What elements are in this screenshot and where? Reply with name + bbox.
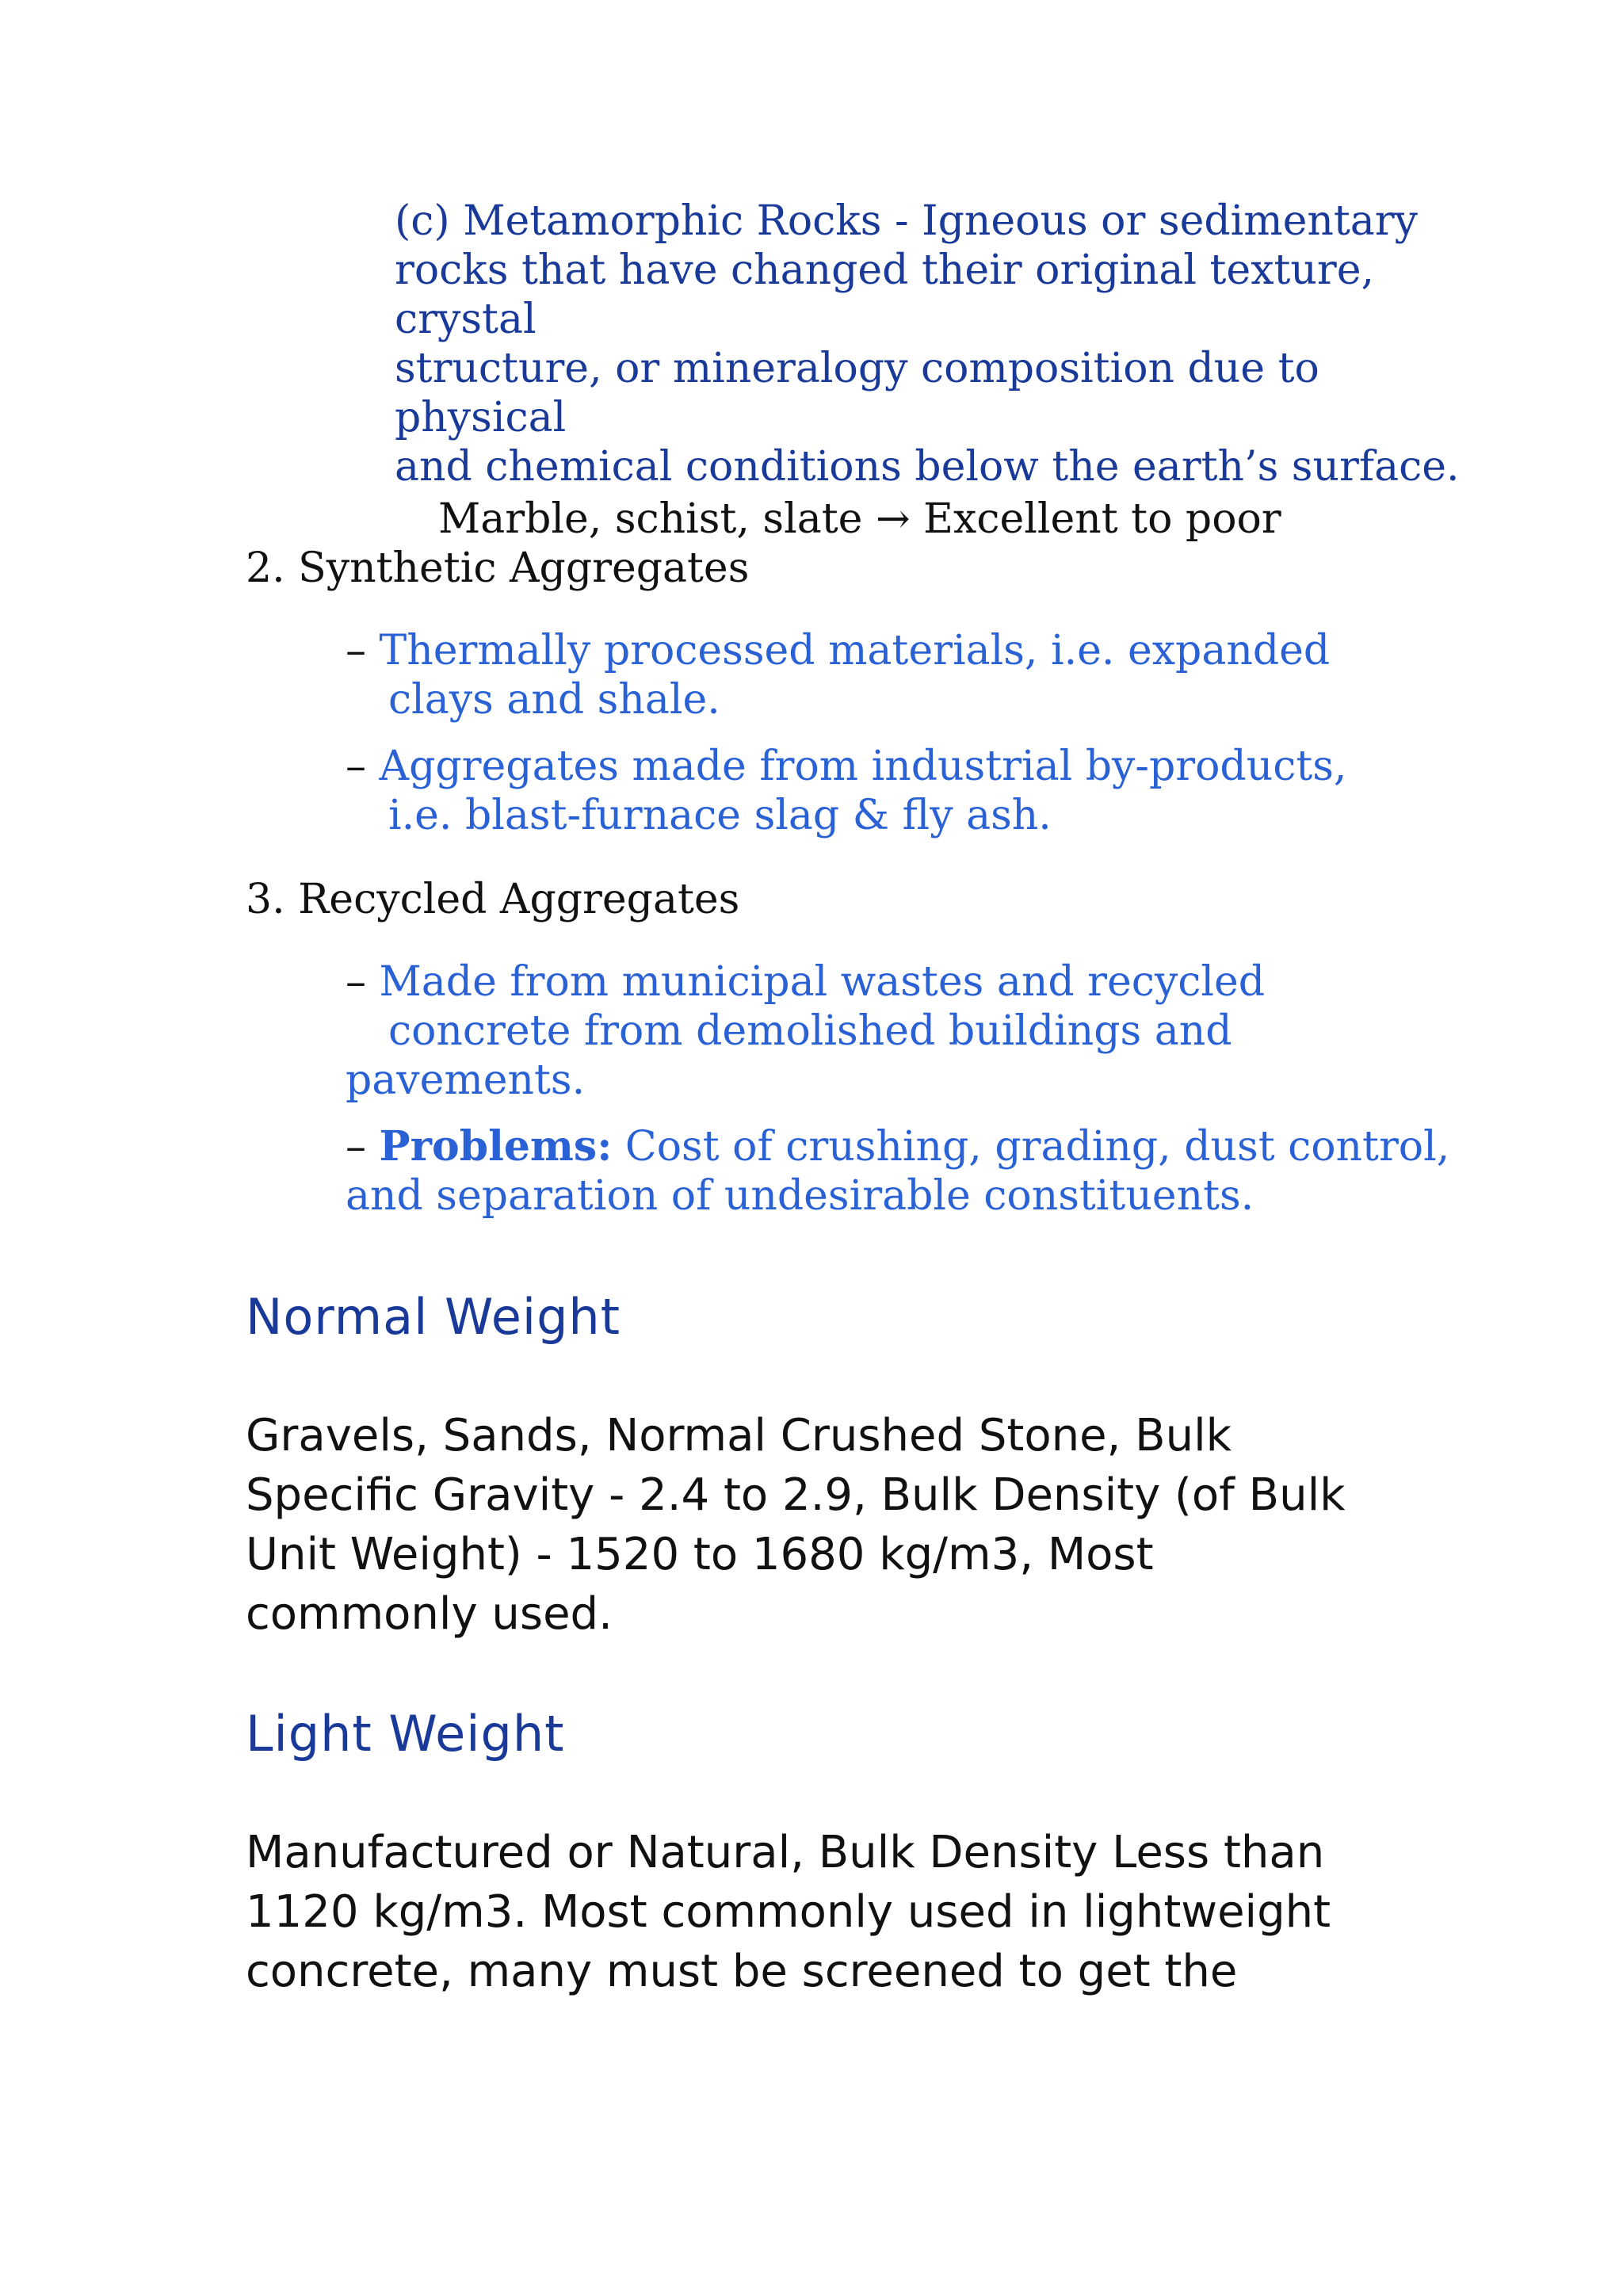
recycled-bullet-1-line-1: Made from municipal wastes and recycled [379, 958, 1266, 1006]
light-weight-line-1: Manufactured or Natural, Bulk Density Less than [246, 1827, 1325, 1878]
recycled-bullet-1 [346, 957, 1471, 1105]
metamorphic-rocks-paragraph [395, 197, 1460, 491]
light-weight-body [246, 1823, 1450, 2001]
metamorphic-line-1: (c) Metamorphic Rocks - Igneous or sedimentary [395, 197, 1418, 245]
metamorphic-line-6: and chemical conditions below the earth’s surface. [395, 443, 1460, 491]
synthetic-bullet-2-line-2: i.e. blast-furnace slag & fly ash. [388, 792, 1052, 839]
bullet-dash: – [346, 627, 366, 674]
synthetic-bullet-2 [346, 742, 1471, 840]
normal-weight-line-4: commonly used. [246, 1588, 613, 1640]
bullet-dash: – [346, 1123, 366, 1171]
recycled-bullet-1-line-3: pavements. [346, 1056, 586, 1104]
normal-weight-line-1: Gravels, Sands, Normal Crushed Stone, Bulk [246, 1410, 1232, 1461]
bullet-dash: – [346, 743, 366, 790]
recycled-bullet-2 [346, 1122, 1471, 1221]
recycled-bullet-2-line-2: and separation of undesirable constituents. [346, 1172, 1254, 1220]
metamorphic-line-5: physical [395, 394, 567, 441]
synthetic-bullet-1 [346, 626, 1471, 724]
recycled-bullet-2-line-1: Cost of crushing, grading, dust control, [612, 1123, 1450, 1171]
bullet-dash: – [346, 958, 366, 1006]
light-weight-heading: Light Weight [246, 1705, 565, 1763]
normal-weight-line-2: Specific Gravity - 2.4 to 2.9, Bulk Density (of Bulk [246, 1469, 1346, 1521]
recycled-bullet-1-line-2: concrete from demolished buildings and [388, 1007, 1232, 1055]
problems-label: Problems: [379, 1122, 613, 1171]
synthetic-bullet-2-line-1: Aggregates made from industrial by-products, [379, 743, 1347, 790]
normal-weight-heading: Normal Weight [246, 1288, 621, 1346]
metamorphic-examples: Marble, schist, slate → Excellent to poor [438, 495, 1281, 543]
metamorphic-line-2: rocks that have changed their original texture, [395, 246, 1375, 294]
light-weight-line-3: concrete, many must be screened to get the [246, 1946, 1238, 1997]
synthetic-aggregates-title: 2. Synthetic Aggregates [246, 544, 750, 592]
synthetic-bullet-1-line-1: Thermally processed materials, i.e. expanded [379, 627, 1331, 674]
normal-weight-line-3: Unit Weight) - 1520 to 1680 kg/m3, Most [246, 1529, 1154, 1580]
light-weight-line-2: 1120 kg/m3. Most commonly used in lightweight [246, 1886, 1331, 1938]
recycled-aggregates-title: 3. Recycled Aggregates [246, 876, 740, 923]
metamorphic-line-3: crystal [395, 296, 537, 343]
synthetic-bullet-1-line-2: clays and shale. [388, 676, 720, 724]
metamorphic-line-4: structure, or mineralogy composition due to [395, 345, 1319, 392]
normal-weight-body [246, 1406, 1450, 1644]
